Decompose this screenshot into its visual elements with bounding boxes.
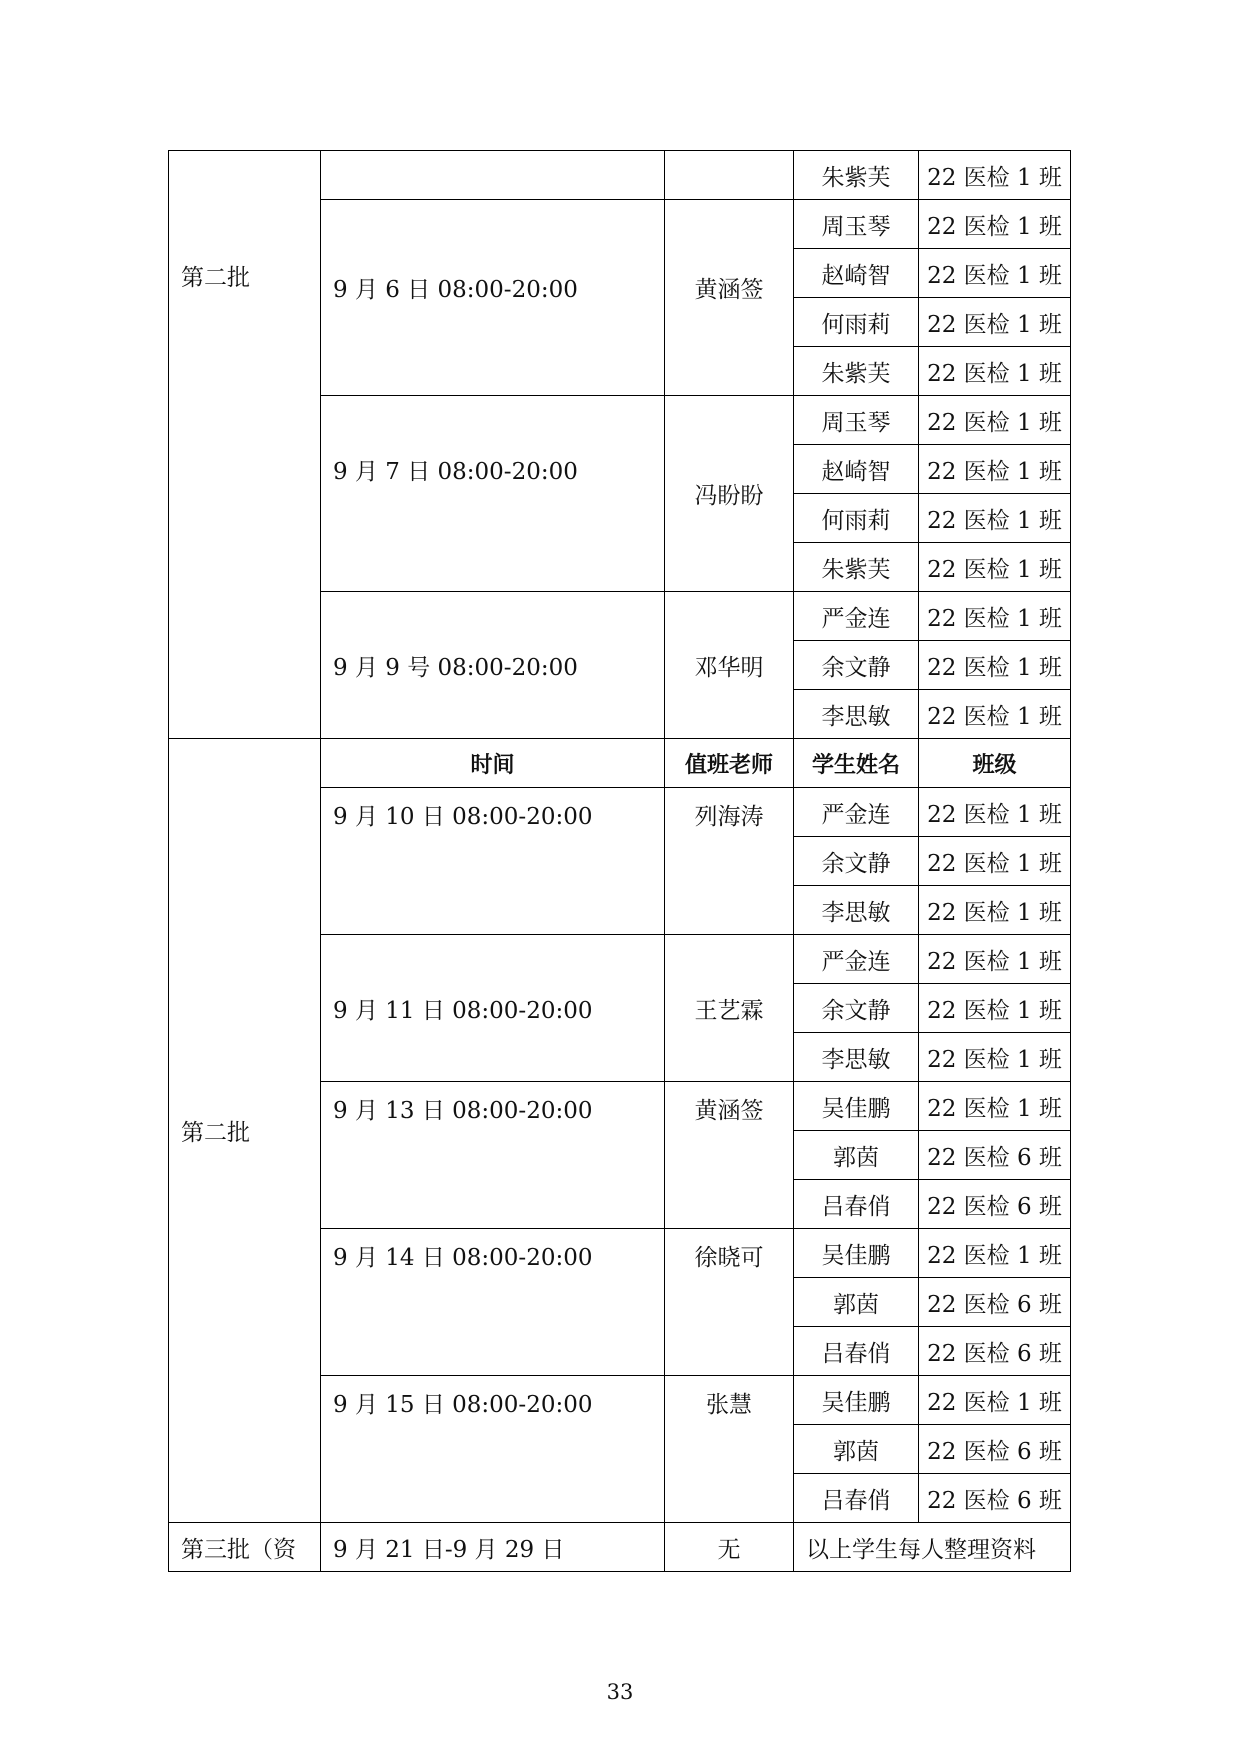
class-cell: 22 医检 1 班: [919, 396, 1071, 445]
teacher-cell: 黄涵签: [665, 200, 794, 396]
class-cell: 22 医检 1 班: [919, 1376, 1071, 1425]
student-cell: 郭茵: [794, 1131, 919, 1180]
student-cell: 周玉琴: [794, 396, 919, 445]
class-cell: 22 医检 1 班: [919, 1082, 1071, 1131]
student-cell: 余文静: [794, 641, 919, 690]
class-cell: 22 医检 1 班: [919, 249, 1071, 298]
class-cell: 22 医检 6 班: [919, 1474, 1071, 1523]
student-cell: 朱紫芙: [794, 151, 919, 200]
time-cell: 9 月 21 日-9 月 29 日: [321, 1523, 665, 1572]
header-time: 时间: [321, 739, 665, 788]
class-cell: 22 医检 1 班: [919, 151, 1071, 200]
class-cell: 22 医检 1 班: [919, 494, 1071, 543]
teacher-cell: 黄涵签: [665, 1082, 794, 1229]
student-cell: 李思敏: [794, 1033, 919, 1082]
time-cell: 9 月 6 日 08:00-20:00: [321, 200, 665, 396]
batch-label: 第三批（资: [169, 1523, 321, 1572]
student-cell: 吕春俏: [794, 1327, 919, 1376]
class-cell: 22 医检 1 班: [919, 641, 1071, 690]
header-class: 班级: [919, 739, 1071, 788]
header-student: 学生姓名: [794, 739, 919, 788]
class-cell: 22 医检 6 班: [919, 1180, 1071, 1229]
time-cell: 9 月 11 日 08:00-20:00: [321, 935, 665, 1082]
batch-label: 第二批: [169, 739, 321, 1523]
student-cell: 吕春俏: [794, 1180, 919, 1229]
class-cell: 22 医检 1 班: [919, 1229, 1071, 1278]
class-cell: 22 医检 6 班: [919, 1131, 1071, 1180]
class-cell: 22 医检 6 班: [919, 1327, 1071, 1376]
student-cell: 吴佳鹏: [794, 1082, 919, 1131]
teacher-cell: 列海涛: [665, 788, 794, 935]
student-cell: 严金连: [794, 935, 919, 984]
teacher-cell: 冯盼盼: [665, 396, 794, 592]
student-cell: 严金连: [794, 788, 919, 837]
table-row: [169, 739, 1071, 788]
student-cell: 何雨莉: [794, 494, 919, 543]
student-cell: 严金连: [794, 592, 919, 641]
teacher-cell: 无: [665, 1523, 794, 1572]
class-cell: 22 医检 1 班: [919, 543, 1071, 592]
class-cell: 22 医检 1 班: [919, 984, 1071, 1033]
time-cell: [321, 151, 665, 200]
class-cell: 22 医检 1 班: [919, 445, 1071, 494]
teacher-cell: 徐晓可: [665, 1229, 794, 1376]
class-cell: 22 医检 1 班: [919, 837, 1071, 886]
class-cell: 22 医检 1 班: [919, 886, 1071, 935]
time-cell: 9 月 9 号 08:00-20:00: [321, 592, 665, 739]
class-cell: 22 医检 1 班: [919, 592, 1071, 641]
time-cell: 9 月 15 日 08:00-20:00: [321, 1376, 665, 1523]
teacher-cell: 王艺霖: [665, 935, 794, 1082]
student-cell: 郭茵: [794, 1425, 919, 1474]
student-cell: 周玉琴: [794, 200, 919, 249]
header-teacher: 值班老师: [665, 739, 794, 788]
batch-label: 第二批: [169, 151, 321, 739]
class-cell: 22 医检 1 班: [919, 935, 1071, 984]
student-cell: 吕春俏: [794, 1474, 919, 1523]
class-cell: 22 医检 1 班: [919, 690, 1071, 739]
class-cell: 22 医检 6 班: [919, 1425, 1071, 1474]
student-cell: 余文静: [794, 984, 919, 1033]
time-cell: 9 月 13 日 08:00-20:00: [321, 1082, 665, 1229]
class-cell: 22 医检 6 班: [919, 1278, 1071, 1327]
time-cell: 9 月 7 日 08:00-20:00: [321, 396, 665, 592]
note-cell: 以上学生每人整理资料: [794, 1523, 1071, 1572]
time-cell: 9 月 14 日 08:00-20:00: [321, 1229, 665, 1376]
student-cell: 李思敏: [794, 690, 919, 739]
class-cell: 22 医检 1 班: [919, 1033, 1071, 1082]
student-cell: 赵崎智: [794, 445, 919, 494]
class-cell: 22 医检 1 班: [919, 298, 1071, 347]
student-cell: 余文静: [794, 837, 919, 886]
student-cell: 吴佳鹏: [794, 1376, 919, 1425]
teacher-cell: 张慧: [665, 1376, 794, 1523]
student-cell: 吴佳鹏: [794, 1229, 919, 1278]
teacher-cell: [665, 151, 794, 200]
student-cell: 郭茵: [794, 1278, 919, 1327]
teacher-cell: 邓华明: [665, 592, 794, 739]
student-cell: 何雨莉: [794, 298, 919, 347]
student-cell: 赵崎智: [794, 249, 919, 298]
student-cell: 朱紫芙: [794, 543, 919, 592]
table-row: [169, 151, 1071, 200]
class-cell: 22 医检 1 班: [919, 347, 1071, 396]
table-row: [169, 1523, 1071, 1572]
student-cell: 李思敏: [794, 886, 919, 935]
class-cell: 22 医检 1 班: [919, 200, 1071, 249]
duty-schedule-table: [168, 150, 1071, 1572]
student-cell: 朱紫芙: [794, 347, 919, 396]
time-cell: 9 月 10 日 08:00-20:00: [321, 788, 665, 935]
class-cell: 22 医检 1 班: [919, 788, 1071, 837]
page-number: 33: [606, 1680, 634, 1704]
